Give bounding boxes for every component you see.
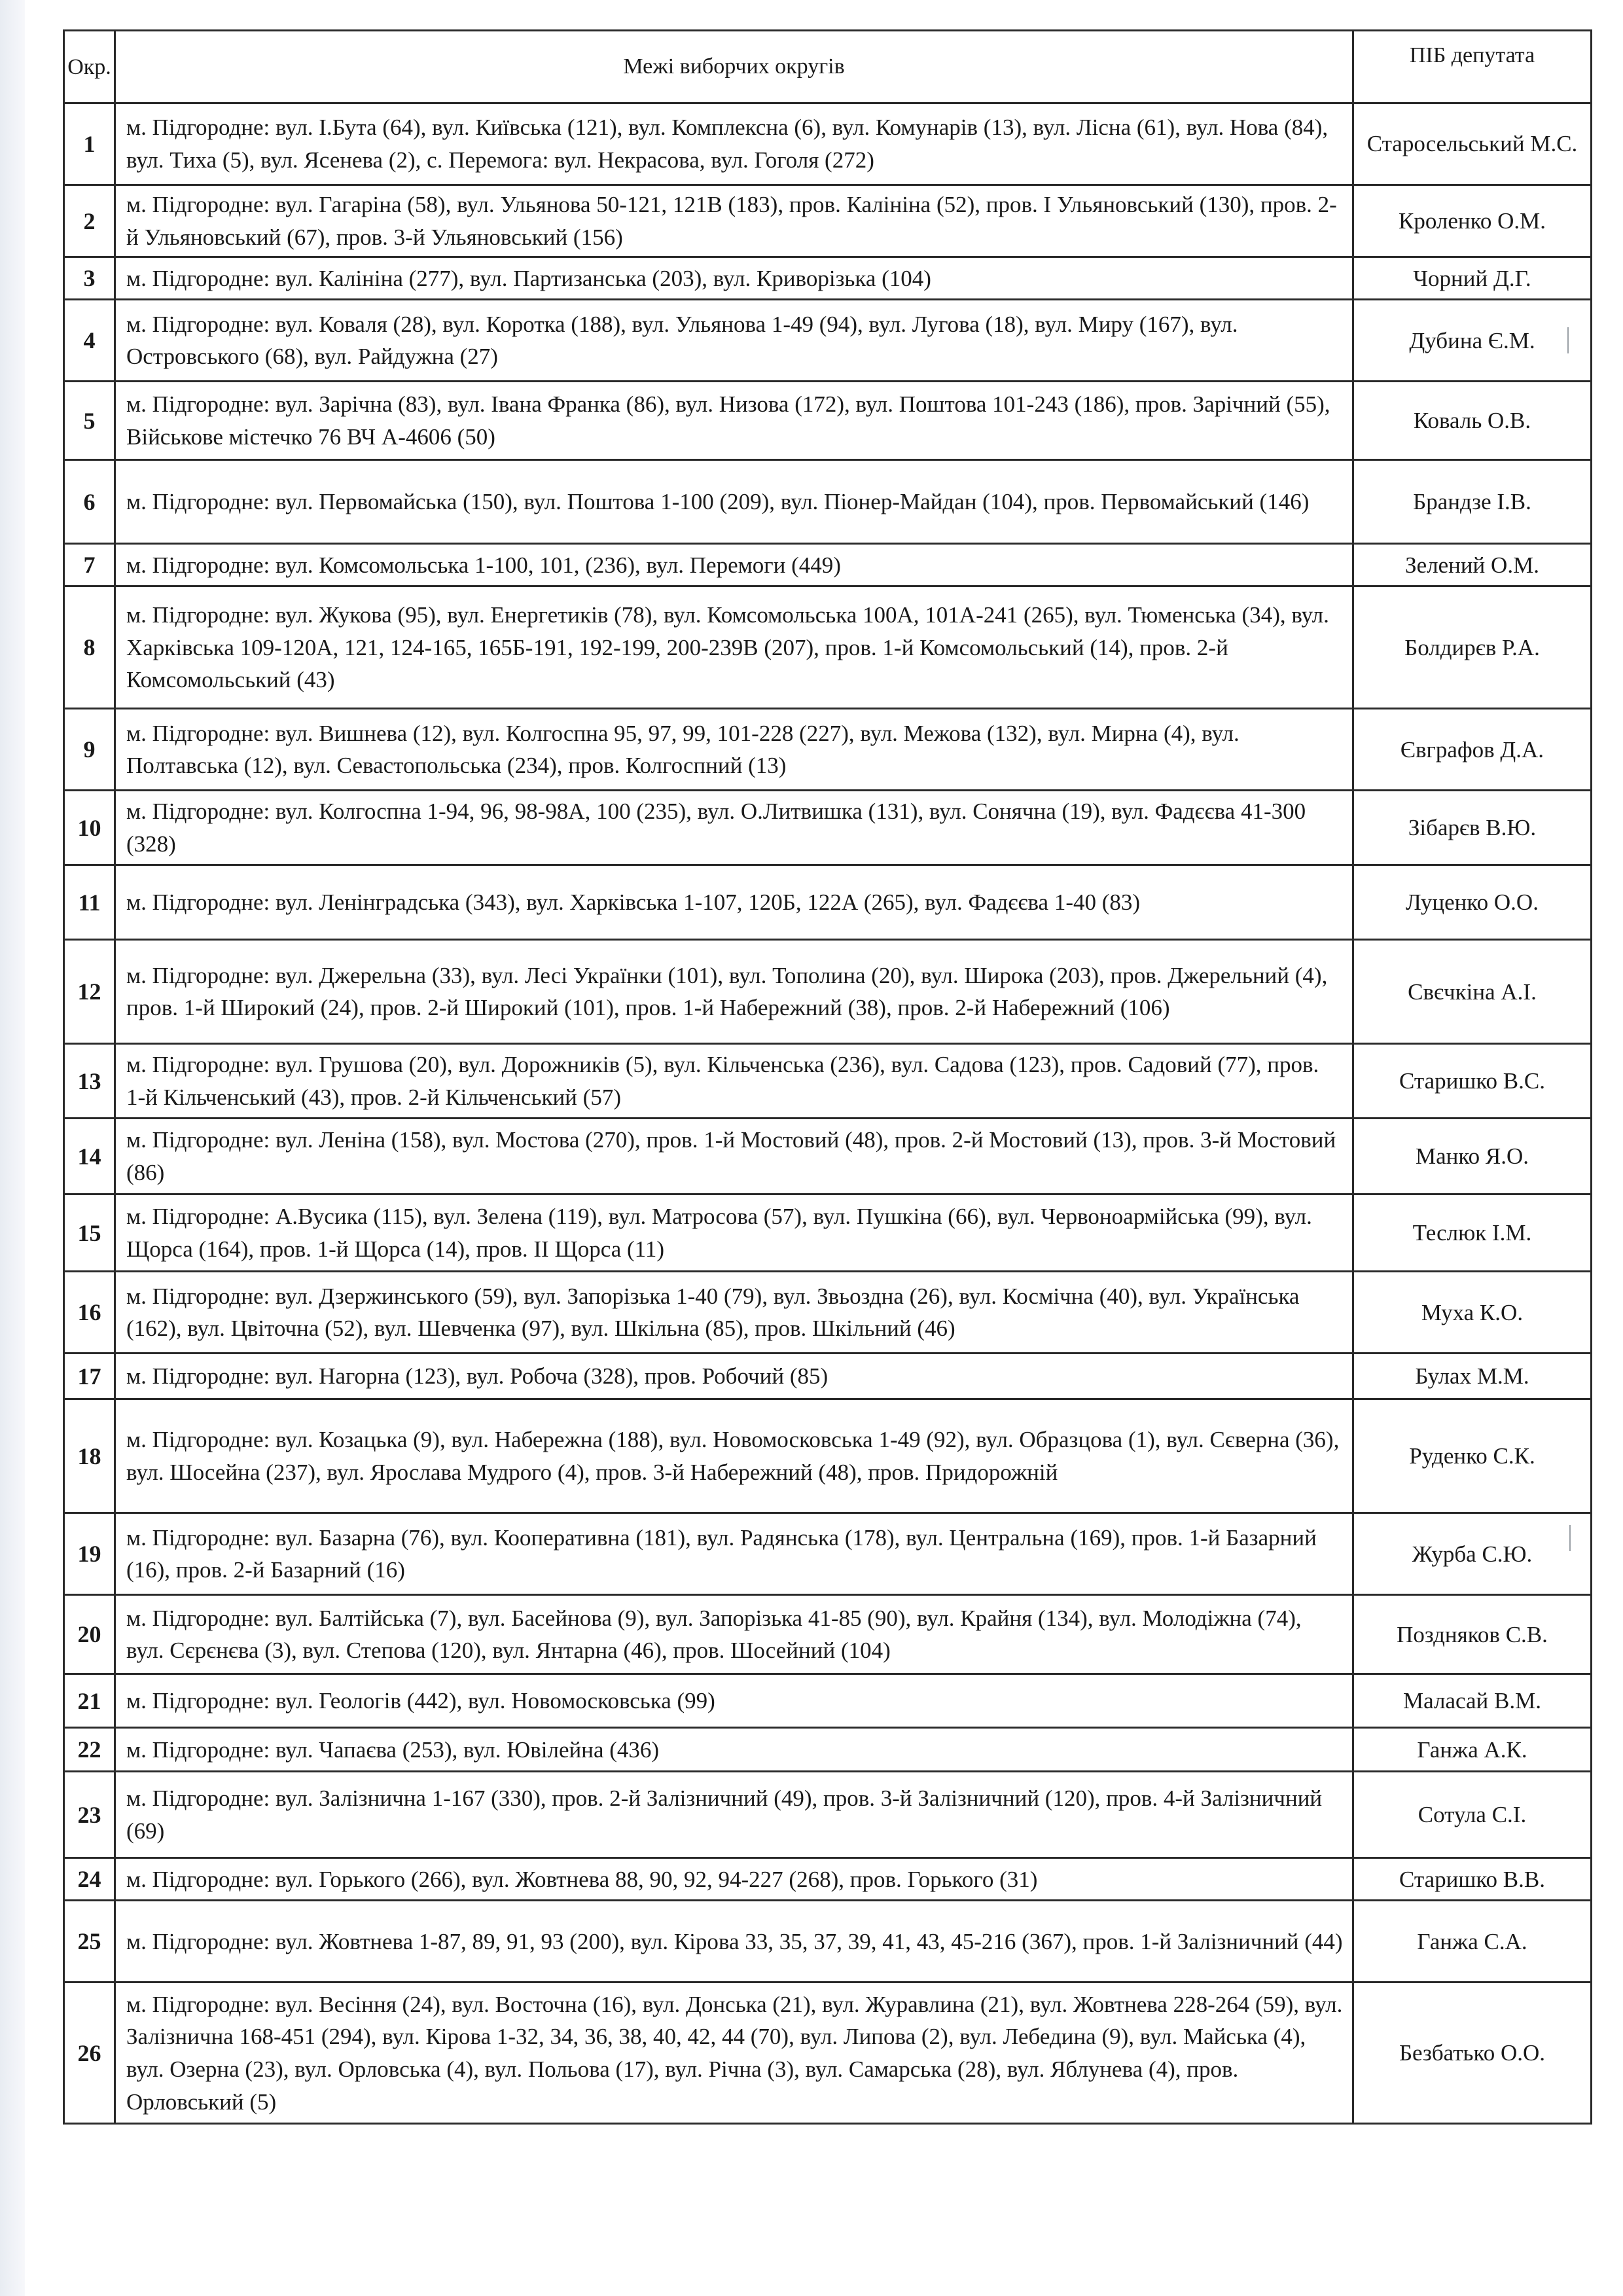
table-row: [64, 1044, 1592, 1119]
deputy-name: Старишко В.В.: [1353, 1858, 1592, 1901]
header-district-number: Окр.: [64, 31, 115, 103]
district-bounds: м. Підгородне: А.Вусика (115), вул. Зелена (119), вул. Матросова (57), вул. Пушкіна (66), вул. Червоноармійська (99), вул. Щорса (164), пров. 1-й Щорса (14), пров. ІІ Щорса (11): [115, 1194, 1353, 1272]
deputy-name: Маласай В.М.: [1353, 1674, 1592, 1728]
deputy-name: Руденко С.К.: [1353, 1399, 1592, 1513]
district-number: 25: [64, 1901, 115, 1982]
table-row: [64, 709, 1592, 791]
district-number: 21: [64, 1674, 115, 1728]
district-bounds: м. Підгородне: вул. Геологів (442), вул. Новомосковська (99): [115, 1674, 1353, 1728]
district-bounds: м. Підгородне: вул. Грушова (20), вул. Дорожників (5), вул. Кільченська (236), вул. Садова (123), пров. Садовий (77), пров. 1-й Кільченський (43), пров. 2-й Кільченський (57): [115, 1044, 1353, 1119]
deputy-name: Безбатько О.О.: [1353, 1982, 1592, 2124]
deputy-name: Муха К.О.: [1353, 1272, 1592, 1354]
deputy-name: Євграфов Д.А.: [1353, 709, 1592, 791]
table-row: [64, 1513, 1592, 1595]
deputy-name: Сотула С.І.: [1353, 1772, 1592, 1858]
district-number: 13: [64, 1044, 115, 1119]
table-row: [64, 1399, 1592, 1513]
district-number: 17: [64, 1354, 115, 1399]
table-row: [64, 1982, 1592, 2124]
scan-mark: [1569, 1525, 1571, 1551]
district-number: 11: [64, 865, 115, 940]
deputy-name: Старишко В.С.: [1353, 1044, 1592, 1119]
table-body: [64, 103, 1592, 2124]
table-row: [64, 940, 1592, 1044]
district-number: 9: [64, 709, 115, 791]
district-number: 15: [64, 1194, 115, 1272]
table-row: [64, 586, 1592, 709]
district-bounds: м. Підгородне: вул. Калініна (277), вул. Партизанська (203), вул. Криворізька (104): [115, 257, 1353, 300]
deputy-name: Журба С.Ю.: [1353, 1513, 1592, 1595]
table-row: [64, 1272, 1592, 1354]
district-bounds: м. Підгородне: вул. Комсомольська 1-100, 101, (236), вул. Перемоги (449): [115, 544, 1353, 586]
district-bounds: м. Підгородне: вул. Козацька (9), вул. Набережна (188), вул. Новомосковська 1-49 (92), вул. Образцова (1), вул. Сєверна (36), вул. Шосейна (237), вул. Ярослава Мудрого (4), пров. 3-й Набережний (48), пров. Придорожній: [115, 1399, 1353, 1513]
deputy-name: Коваль О.В.: [1353, 382, 1592, 460]
table-row: [64, 460, 1592, 544]
deputy-name: Поздняков С.В.: [1353, 1595, 1592, 1674]
deputy-name: Свєчкіна А.І.: [1353, 940, 1592, 1044]
table-row: [64, 1901, 1592, 1982]
deputy-name: Булах М.М.: [1353, 1354, 1592, 1399]
district-bounds: м. Підгородне: вул. Вишнева (12), вул. Колгоспна 95, 97, 99, 101-228 (227), вул. Межова (132), вул. Мирна (4), вул. Полтавська (12), вул. Севастопольська (234), пров. Колгоспний (13): [115, 709, 1353, 791]
district-number: 4: [64, 300, 115, 382]
district-number: 6: [64, 460, 115, 544]
deputy-name: Зелений О.М.: [1353, 544, 1592, 586]
district-bounds: м. Підгородне: вул. Залізнична 1-167 (330), пров. 2-й Залізничний (49), пров. 3-й Залізничний (120), пров. 4-й Залізничний (69): [115, 1772, 1353, 1858]
district-bounds: м. Підгородне: вул. Зарічна (83), вул. Івана Франка (86), вул. Низова (172), вул. Поштова 101-243 (186), пров. Зарічний (55), Військове містечко 76 ВЧ А-4606 (50): [115, 382, 1353, 460]
deputy-name: Теслюк І.М.: [1353, 1194, 1592, 1272]
deputy-name: Чорний Д.Г.: [1353, 257, 1592, 300]
district-number: 1: [64, 103, 115, 185]
district-bounds: м. Підгородне: вул. Джерельна (33), вул. Лесі Українки (101), вул. Тополина (20), вул. Широка (203), пров. Джерельний (4), пров. 1-й Широкий (24), пров. 2-й Широкий (101), пров. 1-й Набережний (38), пров. 2-й Набережний (106): [115, 940, 1353, 1044]
table-row: [64, 1772, 1592, 1858]
table-row: [64, 544, 1592, 586]
table-row: [64, 257, 1592, 300]
table-row: [64, 1674, 1592, 1728]
deputy-name: Ганжа А.К.: [1353, 1728, 1592, 1772]
district-bounds: м. Підгородне: вул. Леніна (158), вул. Мостова (270), пров. 1-й Мостовий (48), пров. 2-й Мостовий (13), пров. 3-й Мостовий (86): [115, 1119, 1353, 1194]
deputy-name: Кроленко О.М.: [1353, 185, 1592, 257]
district-number: 24: [64, 1858, 115, 1901]
table-row: [64, 791, 1592, 865]
district-number: 22: [64, 1728, 115, 1772]
table-row: [64, 103, 1592, 185]
table-row: [64, 1858, 1592, 1901]
table-row: [64, 865, 1592, 940]
district-bounds: м. Підгородне: вул. Жовтнева 1-87, 89, 91, 93 (200), вул. Кірова 33, 35, 37, 39, 41, 43, 45-216 (367), пров. 1-й Залізничний (44): [115, 1901, 1353, 1982]
district-bounds: м. Підгородне: вул. Базарна (76), вул. Кооперативна (181), вул. Радянська (178), вул. Центральна (169), пров. 1-й Базарний (16), пров. 2-й Базарний (16): [115, 1513, 1353, 1595]
deputy-name: Луценко О.О.: [1353, 865, 1592, 940]
table-row: [64, 1119, 1592, 1194]
deputy-name: Старосельський М.С.: [1353, 103, 1592, 185]
deputy-name: Дубина Є.М.: [1353, 300, 1592, 382]
district-number: 12: [64, 940, 115, 1044]
district-bounds: м. Підгородне: вул. Нагорна (123), вул. Робоча (328), пров. Робочий (85): [115, 1354, 1353, 1399]
district-bounds: м. Підгородне: вул. І.Бута (64), вул. Київська (121), вул. Комплексна (6), вул. Комунарів (13), вул. Лісна (61), вул. Нова (84), вул. Тиха (5), вул. Ясенева (2), с. Перемога: вул. Некрасова, вул. Гоголя (272): [115, 103, 1353, 185]
district-bounds: м. Підгородне: вул. Балтійська (7), вул. Басейнова (9), вул. Запорізька 41-85 (90), вул. Крайня (134), вул. Молодіжна (74), вул. Сєрєнєва (3), вул. Степова (120), вул. Янтарна (46), пров. Шосейний (104): [115, 1595, 1353, 1674]
district-number: 10: [64, 791, 115, 865]
district-number: 23: [64, 1772, 115, 1858]
table-row: [64, 382, 1592, 460]
header-deputy-name: ПІБ депутата: [1353, 31, 1592, 103]
table-row: [64, 1728, 1592, 1772]
electoral-districts-table: [63, 29, 1592, 2125]
header-district-bounds: Межі виборчих округів: [115, 31, 1353, 103]
table-row: [64, 1194, 1592, 1272]
table-row: [64, 1354, 1592, 1399]
deputy-name: Ганжа С.А.: [1353, 1901, 1592, 1982]
district-bounds: м. Підгородне: вул. Колгоспна 1-94, 96, 98-98А, 100 (235), вул. О.Литвишка (131), вул. Сонячна (19), вул. Фадєєва 41-300 (328): [115, 791, 1353, 865]
deputy-name: Манко Я.О.: [1353, 1119, 1592, 1194]
district-number: 14: [64, 1119, 115, 1194]
district-number: 16: [64, 1272, 115, 1354]
district-number: 26: [64, 1982, 115, 2124]
district-bounds: м. Підгородне: вул. Гагаріна (58), вул. Ульянова 50-121, 121В (183), пров. Калініна (52), пров. І Ульяновський (130), пров. 2-й Ульяновський (67), пров. 3-й Ульяновський (156): [115, 185, 1353, 257]
district-bounds: м. Підгородне: вул. Жукова (95), вул. Енергетиків (78), вул. Комсомольська 100А, 101А-241 (265), вул. Тюменська (34), вул. Харківська 109-120А, 121, 124-165, 165Б-191, 192-199, 200-239В (207), пров. 1-й Комсомольський (14), пров. 2-й Комсомольський (43): [115, 586, 1353, 709]
deputy-name: Брандзе І.В.: [1353, 460, 1592, 544]
district-bounds: м. Підгородне: вул. Дзержинського (59), вул. Запорізька 1-40 (79), вул. Звьоздна (26), вул. Космічна (40), вул. Українська (162), вул. Цвіточна (52), вул. Шевченка (97), вул. Шкільна (85), пров. Шкільний (46): [115, 1272, 1353, 1354]
district-number: 19: [64, 1513, 115, 1595]
district-bounds: м. Підгородне: вул. Чапаєва (253), вул. Ювілейна (436): [115, 1728, 1353, 1772]
table-row: [64, 300, 1592, 382]
district-bounds: м. Підгородне: вул. Первомайська (150), вул. Поштова 1-100 (209), вул. Піонер-Майдан (104), пров. Первомайський (146): [115, 460, 1353, 544]
deputy-name: Болдирєв Р.А.: [1353, 586, 1592, 709]
district-bounds: м. Підгородне: вул. Ленінградська (343), вул. Харківська 1-107, 120Б, 122А (265), вул. Фадєєва 1-40 (83): [115, 865, 1353, 940]
district-number: 18: [64, 1399, 115, 1513]
table-header-row: [64, 31, 1592, 103]
district-number: 5: [64, 382, 115, 460]
scan-edge-shadow: [0, 0, 25, 2296]
district-number: 7: [64, 544, 115, 586]
district-bounds: м. Підгородне: вул. Коваля (28), вул. Коротка (188), вул. Ульянова 1-49 (94), вул. Лугова (18), вул. Миру (167), вул. Островського (68), вул. Райдужна (27): [115, 300, 1353, 382]
district-bounds: м. Підгородне: вул. Горького (266), вул. Жовтнева 88, 90, 92, 94-227 (268), пров. Горького (31): [115, 1858, 1353, 1901]
district-number: 3: [64, 257, 115, 300]
table-row: [64, 185, 1592, 257]
district-number: 8: [64, 586, 115, 709]
scan-mark: [1567, 327, 1569, 353]
district-bounds: м. Підгородне: вул. Весіння (24), вул. Восточна (16), вул. Донська (21), вул. Журавлина (21), вул. Жовтнева 228-264 (59), вул. Залізнична 168-451 (294), вул. Кірова 1-32, 34, 36, 38, 40, 42, 44 (70), вул. Липова (2), вул. Лебедина (9), вул. Майська (4), вул. Озерна (23), вул. Орловська (4), вул. Польова (17), вул. Річна (3), вул. Самарська (28), вул. Яблунева (4), пров. Орловський (5): [115, 1982, 1353, 2124]
deputy-name: Зібарєв В.Ю.: [1353, 791, 1592, 865]
table-row: [64, 1595, 1592, 1674]
district-number: 2: [64, 185, 115, 257]
district-number: 20: [64, 1595, 115, 1674]
